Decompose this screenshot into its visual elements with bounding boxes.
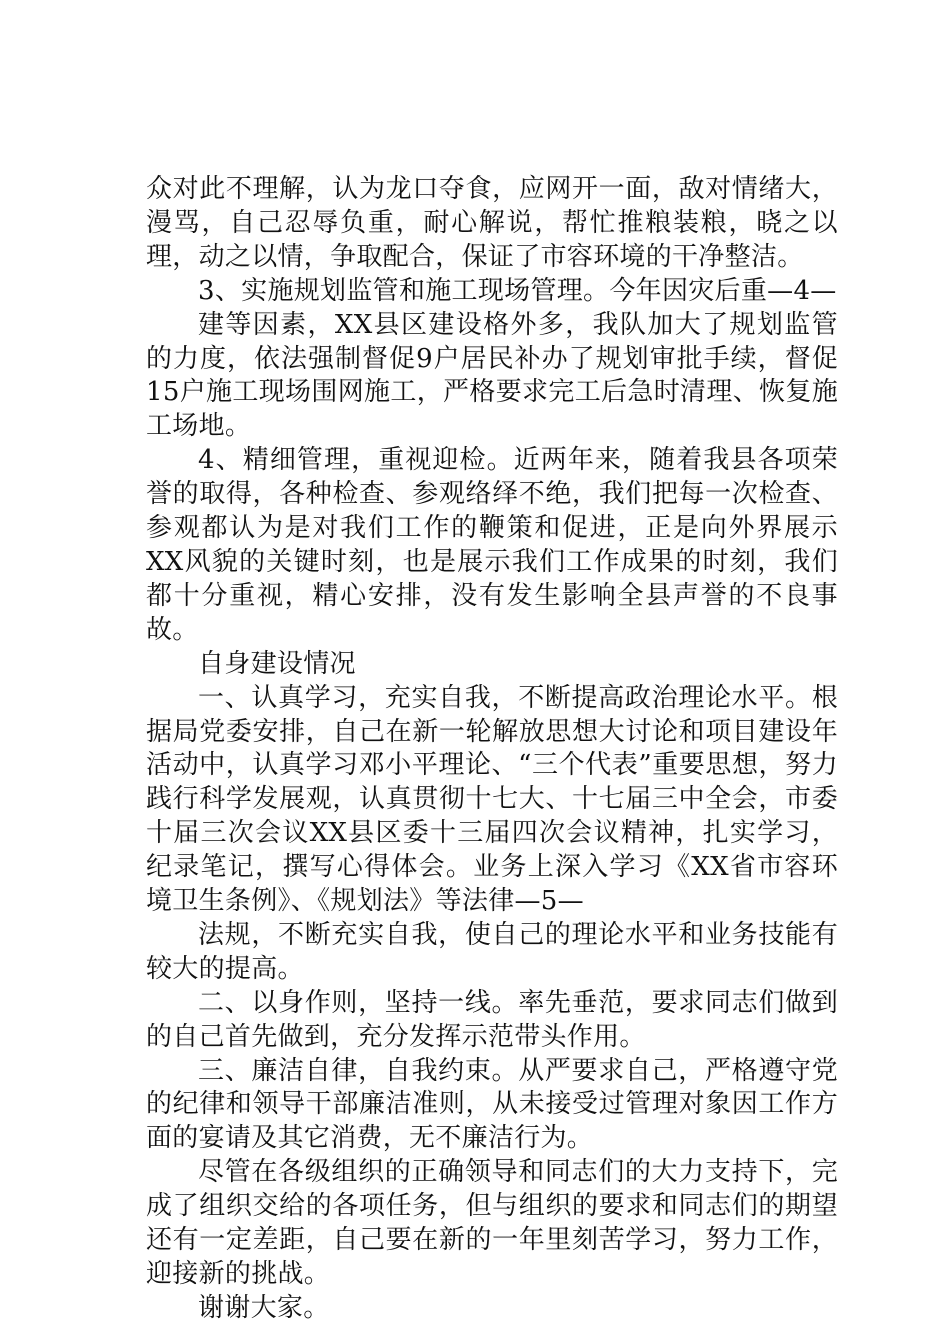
- paragraph-lead-by-example: 二、以身作则，坚持一线。率先垂范，要求同志们做到的自己首先做到，充分发挥示范带头作用。: [146, 987, 838, 1052]
- paragraph-integrity: 三、廉洁自律，自我约束。从严要求自己，严格遵守党的纪律和领导干部廉洁准则，从未接受过管理对象因工作方面的宴请及其它消费，无不廉洁行为。: [146, 1055, 838, 1154]
- paragraph-item-4: 4、精细管理，重视迎检。近两年来，随着我县各项荣誉的取得，各种检查、参观络绎不绝，我们把每一次检查、参观都认为是对我们工作的鞭策和促进，正是向外界展示XX风貌的关键时刻，也是展示我们工作成果的时刻，我们都十分重视，精心安排，没有发生影响全县声誉的不良事故。: [146, 445, 838, 645]
- paragraph-study-continued: 法规，不断充实自我，使自己的理论水平和业务技能有较大的提高。: [146, 919, 838, 984]
- paragraph-item-3-continued: 建等因素，XX县区建设格外多，我队加大了规划监管的力度，依法强制督促9户居民补办了规划审批手续，督促15户施工现场围网施工，严格要求完工后急时清理、恢复施工场地。: [146, 309, 838, 442]
- document-page: [146, 173, 838, 1326]
- paragraph-study: 一、认真学习，充实自我，不断提高政治理论水平。根据局党委安排，自己在新一轮解放思想大讨论和项目建设年活动中，认真学习邓小平理论、“三个代表”重要思想，努力践行科学发展观，认真贯彻十七大、十七届三中全会，市委十届三次会议XX县区委十三届四次会议精神，扎实学习，纪录笔记，撰写心得体会。业务上深入学习《XX省市容环境卫生条例》、《规划法》等法律—5—: [146, 682, 838, 917]
- paragraph-continuation: 众对此不理解，认为龙口夺食，应网开一面，敌对情绪大，漫骂，自己忍辱负重，耐心解说，帮忙推粮装粮，晓之以理，动之以情，争取配合，保证了市容环境的干净整洁。: [146, 174, 838, 272]
- paragraph-conclusion: 尽管在各级组织的正确领导和同志们的大力支持下，完成了组织交给的各项任务，但与组织的要求和同志们的期望还有一定差距，自己要在新的一年里刻苦学习，努力工作，迎接新的挑战。: [146, 1157, 838, 1289]
- paragraph-item-3: 3、实施规划监管和施工现场管理。今年因灾后重—4—: [198, 275, 837, 306]
- paragraph-thanks: 谢谢大家。: [198, 1292, 330, 1323]
- section-heading: 自身建设情况: [198, 648, 356, 679]
